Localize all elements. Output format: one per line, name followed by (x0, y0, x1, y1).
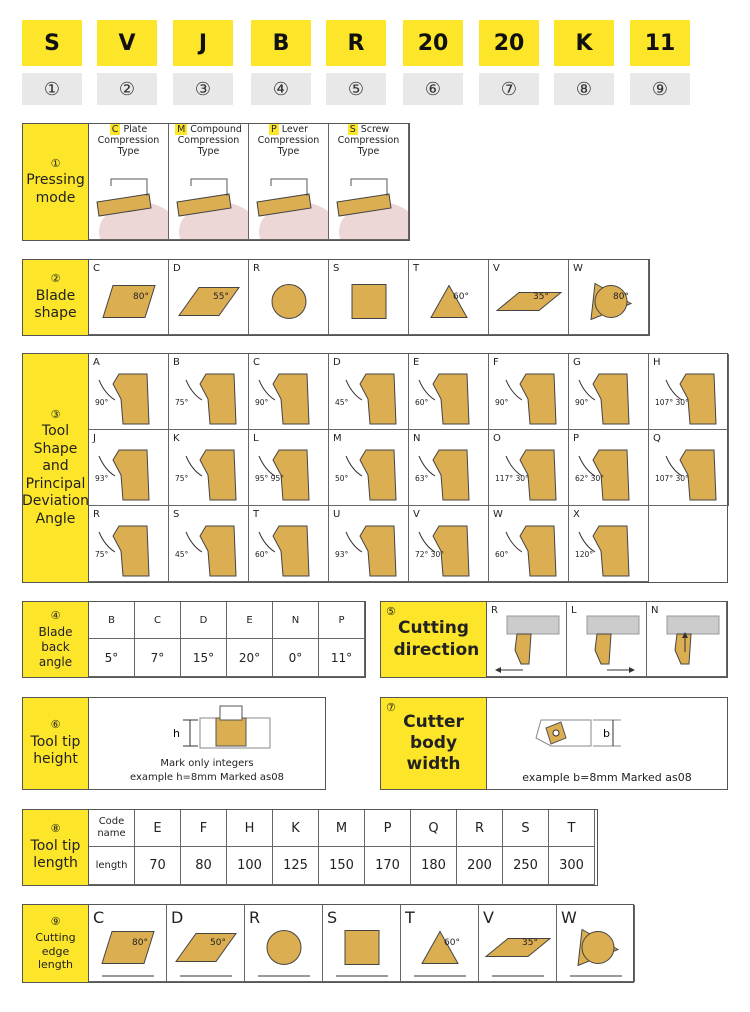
back-angle-code-C: C (135, 602, 181, 639)
tool-letter: P (573, 433, 580, 444)
tool-shape-diagram-H (649, 354, 729, 430)
tool-shape-diagram-F (489, 354, 569, 430)
tool-length-value-E: 70 (135, 847, 181, 885)
back-angle-value-P: 11° (319, 639, 365, 677)
tool-shape-diagram-E (409, 354, 489, 430)
cutting-edge-C (89, 905, 167, 982)
tool-shape-diagram-X (569, 506, 649, 582)
tool-letter: S (173, 509, 180, 520)
code-letter-8: K (554, 20, 614, 66)
code-index-7: ⑦ (479, 73, 539, 105)
tool-angles: 63° (415, 474, 429, 483)
tool-angles: 117° 30° (495, 474, 529, 483)
tool-letter: B (173, 357, 180, 368)
section-cutter-body-width (380, 697, 728, 790)
tool-length-code-M: M (319, 810, 365, 847)
tool-letter: U (333, 509, 341, 520)
section-back-angle (22, 601, 366, 678)
shape-letter: D (173, 263, 181, 274)
tool-angles: 95° 95° (255, 474, 284, 483)
height-note-1: Mark only integers (160, 758, 254, 769)
shape-letter: V (483, 908, 494, 927)
mode-key: C (111, 124, 119, 135)
tool-length-row-label: length (89, 847, 135, 885)
mode-text: Compound Compression Type (177, 124, 242, 157)
tool-shape-C (249, 354, 329, 430)
back-angle-code-P: P (319, 602, 365, 639)
tool-shape-diagram-C (249, 354, 329, 430)
shape-angle: 50° (210, 937, 226, 948)
cutting-direction-N (647, 602, 727, 677)
tool-letter: Q (653, 433, 661, 444)
mode-text: Screw Compression Type (337, 124, 400, 157)
tool-length-code-K: K (273, 810, 319, 847)
shape-letter: R (253, 263, 260, 274)
tool-shape-diagram-J (89, 430, 169, 506)
tool-length-value-F: 80 (181, 847, 227, 885)
code-letter-5: R (326, 20, 386, 66)
tool-length-header: Code name (89, 810, 135, 847)
tool-shape-diagram-Q (649, 430, 729, 506)
tool-letter: O (493, 433, 501, 444)
blade-shape-C (89, 260, 169, 335)
tool-length-value-R: 200 (457, 847, 503, 885)
section-pressing-mode (22, 123, 410, 241)
code-letter-6: 20 (403, 20, 463, 66)
tool-shape-diagram-O (489, 430, 569, 506)
tool-shape-diagram-L (249, 430, 329, 506)
tool-shape-diagram-S (169, 506, 249, 582)
tool-shape-Q (649, 430, 729, 506)
tool-length-code-H: H (227, 810, 273, 847)
mode-text: Plate Compression Type (97, 124, 160, 157)
pressing-mode-P (249, 124, 329, 240)
shape-letter: S (333, 263, 340, 274)
code-index-1: ① (22, 73, 82, 105)
tool-shape-diagram-P (569, 430, 649, 506)
pressing-mode-S (329, 124, 409, 240)
direction-letter: L (571, 605, 577, 616)
section-tool-tip-length (22, 809, 598, 886)
tool-angles: 107° 30° (655, 474, 689, 483)
width-dim-label: b (603, 727, 610, 740)
direction-letter: R (491, 605, 498, 616)
back-angle-value-C: 7° (135, 639, 181, 677)
shape-letter: T (413, 263, 420, 274)
tool-tip-length-label: ⑧ Tool tip length (23, 810, 89, 885)
tool-shape-W (489, 506, 569, 582)
back-angle-code-B: B (89, 602, 135, 639)
tool-shape-diagram-U (329, 506, 409, 582)
code-letter-1: S (22, 20, 82, 66)
pressing-mode-M (169, 124, 249, 240)
cutting-edge-length-label: ⑨ Cutting edge length (23, 905, 89, 982)
back-angle-value-N: 0° (273, 639, 319, 677)
tool-shape-label: ③ Tool Shape and Principal Deviation Angle (23, 354, 89, 582)
cutting-edge-R (245, 905, 323, 982)
back-angle-code-D: D (181, 602, 227, 639)
tool-angles: 45° (175, 550, 189, 559)
pressing-mode-diagram-M (169, 124, 249, 240)
tool-letter: K (173, 433, 180, 444)
code-index-9: ⑨ (630, 73, 690, 105)
shape-angle: 35° (533, 291, 549, 302)
tool-angles: 72° 30° (415, 550, 444, 559)
blade-shape-T (409, 260, 489, 335)
tool-shape-E (409, 354, 489, 430)
tool-shape-J (89, 430, 169, 506)
tool-length-value-P: 170 (365, 847, 411, 885)
shape-angle: 80° (132, 937, 148, 948)
section-tool-tip-height (22, 697, 326, 790)
tool-letter: X (573, 509, 580, 520)
mode-key: M (177, 124, 186, 135)
shape-letter: R (249, 908, 261, 927)
code-letter-4: B (251, 20, 311, 66)
shape-letter: W (561, 908, 577, 927)
cutting-edge-W (557, 905, 635, 982)
shape-letter: C (93, 263, 100, 274)
tool-letter: C (253, 357, 260, 368)
shape-letter: C (93, 908, 105, 927)
blade-shape-V (489, 260, 569, 335)
back-angle-value-B: 5° (89, 639, 135, 677)
tool-letter: L (253, 433, 259, 444)
pressing-mode-diagram-C (89, 124, 169, 240)
tool-length-value-M: 150 (319, 847, 365, 885)
shape-letter: V (493, 263, 500, 274)
cutting-edge-T (401, 905, 479, 982)
tool-shape-V (409, 506, 489, 582)
tool-letter: E (413, 357, 420, 368)
tool-letter: N (413, 433, 421, 444)
tool-shape-diagram-V (409, 506, 489, 582)
cutter-body-width-label: ⑦ Cutter body width (381, 698, 487, 789)
tool-letter: H (653, 357, 661, 368)
tool-angles: 93° (95, 474, 109, 483)
tool-shape-diagram-D (329, 354, 409, 430)
code-letter-3: J (173, 20, 233, 66)
tool-length-value-H: 100 (227, 847, 273, 885)
height-note-2: example h=8mm Marked as08 (129, 772, 284, 783)
tool-length-code-P: P (365, 810, 411, 847)
tool-letter: A (93, 357, 100, 368)
tool-angles: 75° (175, 398, 189, 407)
cutting-direction-L (567, 602, 647, 677)
tool-shape-F (489, 354, 569, 430)
tool-shape-diagram-N (409, 430, 489, 506)
tool-length-value-K: 125 (273, 847, 319, 885)
blade-shape-S (329, 260, 409, 335)
cutting-direction-R (487, 602, 567, 677)
tool-letter: G (573, 357, 581, 368)
mode-text: Lever Compression Type (257, 124, 320, 157)
tool-shape-T (249, 506, 329, 582)
tool-letter: D (333, 357, 341, 368)
cutting-direction-diagram-R (487, 602, 567, 677)
tool-angles: 60° (255, 550, 269, 559)
tool-shape-S (169, 506, 249, 582)
tool-letter: J (93, 433, 96, 444)
back-angle-value-E: 20° (227, 639, 273, 677)
tool-length-code-S: S (503, 810, 549, 847)
tool-shape-P (569, 430, 649, 506)
pressing-mode-label: ① Pressing mode (23, 124, 89, 240)
tool-shape-diagram-R (89, 506, 169, 582)
width-note: example b=8mm Marked as08 (522, 771, 692, 784)
shape-angle: 60° (444, 937, 460, 948)
tool-angles: 60° (415, 398, 429, 407)
tool-shape-D (329, 354, 409, 430)
blade-shape-shape-D (169, 260, 249, 335)
tool-letter: R (93, 509, 100, 520)
tool-shape-A (89, 354, 169, 430)
tool-angles: 90° (255, 398, 269, 407)
tool-angles: 120° (575, 550, 594, 559)
shape-angle: 80° (133, 291, 149, 302)
tool-angles: 90° (575, 398, 589, 407)
tool-shape-B (169, 354, 249, 430)
code-index-4: ④ (251, 73, 311, 105)
cutting-direction-label: ⑤ Cutting direction (381, 602, 487, 677)
tool-shape-U (329, 506, 409, 582)
tool-shape-X (569, 506, 649, 582)
tool-angles: 107° 30° (655, 398, 689, 407)
shape-letter: D (171, 908, 184, 927)
tool-length-value-S: 250 (503, 847, 549, 885)
tool-angles: 90° (95, 398, 109, 407)
shape-angle: 35° (522, 937, 538, 948)
tool-shape-diagram-A (89, 354, 169, 430)
tool-shape-diagram-G (569, 354, 649, 430)
pressing-mode-diagram-S (329, 124, 409, 240)
cutting-direction-diagram-L (567, 602, 647, 677)
tool-length-code-E: E (135, 810, 181, 847)
tool-shape-M (329, 430, 409, 506)
tool-shape-N (409, 430, 489, 506)
shape-letter: W (573, 263, 583, 274)
cutting-edge-S (323, 905, 401, 982)
tool-angles: 62° 30° (575, 474, 604, 483)
tool-tip-height-label: ⑥ Tool tip height (23, 698, 89, 789)
shape-angle: 55° (213, 291, 229, 302)
tool-shape-diagram-T (249, 506, 329, 582)
tool-shape-G (569, 354, 649, 430)
pressing-mode-C (89, 124, 169, 240)
shape-angle: 80° (613, 291, 629, 302)
code-letter-7: 20 (479, 20, 539, 66)
back-angle-value-D: 15° (181, 639, 227, 677)
section-cutting-edge-length (22, 904, 634, 983)
tool-angles: 60° (495, 550, 509, 559)
direction-letter: N (651, 605, 659, 616)
blade-shape-shape-R (249, 260, 329, 335)
tool-length-code-T: T (549, 810, 595, 847)
tool-shape-diagram-B (169, 354, 249, 430)
shape-letter: S (327, 908, 338, 927)
tool-length-code-Q: Q (411, 810, 457, 847)
back-angle-code-N: N (273, 602, 319, 639)
shape-letter: T (405, 908, 415, 927)
section-blade-shape (22, 259, 650, 336)
blade-shape-shape-C (89, 260, 169, 335)
tool-angles: 75° (175, 474, 189, 483)
blade-shape-R (249, 260, 329, 335)
tool-shape-diagram-K (169, 430, 249, 506)
tool-shape-R (89, 506, 169, 582)
blade-shape-shape-S (329, 260, 409, 335)
cutting-direction-diagram-N (647, 602, 727, 677)
tool-letter: W (493, 509, 503, 520)
tool-length-code-F: F (181, 810, 227, 847)
back-angle-code-E: E (227, 602, 273, 639)
tool-letter: F (493, 357, 499, 368)
mode-key: S (349, 124, 356, 135)
tool-shape-L (249, 430, 329, 506)
cutting-edge-V (479, 905, 557, 982)
mode-key: P (270, 124, 277, 135)
pressing-mode-diagram-P (249, 124, 329, 240)
tool-letter: T (253, 509, 260, 520)
tool-angles: 50° (335, 474, 349, 483)
cutting-edge-D (167, 905, 245, 982)
tool-length-value-T: 300 (549, 847, 595, 885)
shape-angle: 60° (453, 291, 469, 302)
code-index-2: ② (97, 73, 157, 105)
blade-shape-shape-T (409, 260, 489, 335)
tool-shape-O (489, 430, 569, 506)
blade-shape-W (569, 260, 649, 335)
code-index-8: ⑧ (554, 73, 614, 105)
tool-letter: V (413, 509, 420, 520)
tool-angles: 90° (495, 398, 509, 407)
tool-length-code-R: R (457, 810, 503, 847)
blade-shape-shape-V (489, 260, 569, 335)
tool-shape-H (649, 354, 729, 430)
tool-angles: 45° (335, 398, 349, 407)
code-index-6: ⑥ (403, 73, 463, 105)
blade-shape-label: ② Blade shape (23, 260, 89, 335)
code-letter-9: 11 (630, 20, 690, 66)
code-index-3: ③ (173, 73, 233, 105)
tool-angles: 93° (335, 550, 349, 559)
height-dim-label: h (173, 727, 180, 740)
back-angle-label: ④ Blade back angle (23, 602, 89, 677)
tool-shape-K (169, 430, 249, 506)
code-letter-2: V (97, 20, 157, 66)
tool-length-value-Q: 180 (411, 847, 457, 885)
section-tool-shape (22, 353, 728, 583)
blade-shape-D (169, 260, 249, 335)
tool-letter: M (333, 433, 342, 444)
tool-angles: 75° (95, 550, 109, 559)
section-cutting-direction (380, 601, 728, 678)
code-index-5: ⑤ (326, 73, 386, 105)
